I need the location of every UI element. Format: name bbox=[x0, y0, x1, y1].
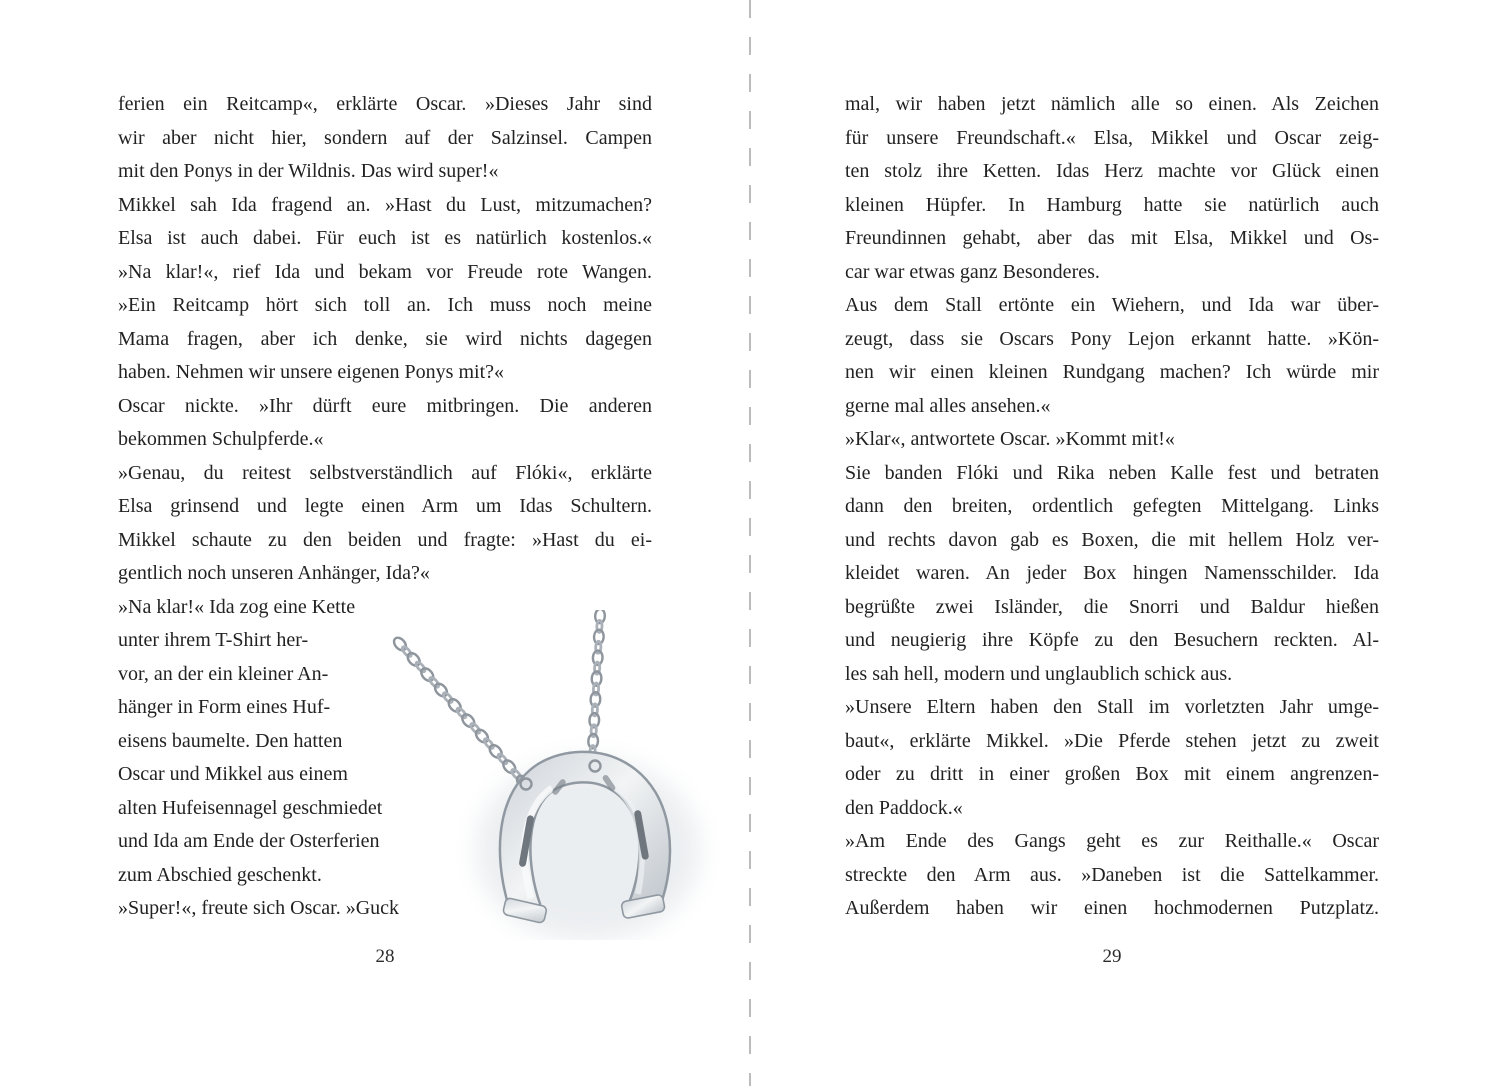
text-line: Freundinnen gehabt, aber das mit Elsa, Mikkel und Os- bbox=[845, 227, 1379, 249]
text-line: unter ihrem T-Shirt her- bbox=[118, 629, 309, 651]
text-line: les sah hell, modern und unglaublich schick aus. bbox=[845, 662, 1233, 685]
text-line: eisens baumelte. Den hatten bbox=[118, 729, 343, 752]
text-line: gentlich noch unseren Anhänger, Ida?« bbox=[118, 562, 430, 584]
text-line: und rechts davon gab es Boxen, die mit hellem Holz ver- bbox=[845, 528, 1379, 551]
text-line: nen wir einen kleinen Rundgang machen? Ich würde mir bbox=[845, 361, 1379, 383]
text-line: dann den breiten, ordentlich gefegten Mittelgang. Links bbox=[845, 495, 1379, 517]
text-line: alten Hufeisennagel geschmiedet bbox=[118, 796, 383, 819]
text-line: Oscar und Mikkel aus einem bbox=[118, 763, 348, 785]
text-line: und neugierig ihre Köpfe zu den Besuchern reckten. Al- bbox=[845, 629, 1379, 651]
text-line: Aus dem Stall ertönte ein Wiehern, und Ida war über- bbox=[845, 294, 1379, 316]
page-number-left: 28 bbox=[375, 946, 395, 967]
horseshoe-sketch-svg bbox=[390, 610, 730, 940]
text-line: Außerdem haben wir einen hochmodernen Putzplatz. bbox=[845, 897, 1379, 919]
text-line: baut«, erklärte Mikkel. »Die Pferde stehen jetzt zu zweit bbox=[845, 729, 1379, 752]
text-line: Mama fragen, aber ich denke, sie wird nichts dagegen bbox=[118, 327, 652, 350]
text-line: und Ida am Ende der Osterferien bbox=[118, 830, 380, 852]
text-line: bekommen Schulpferde.« bbox=[118, 428, 324, 450]
text-line: »Super!«, freute sich Oscar. »Guck bbox=[118, 897, 400, 919]
text-line: »Na klar!«, rief Ida und bekam vor Freude rote Wangen. bbox=[118, 260, 652, 283]
horseshoe-pendant-illustration bbox=[390, 610, 730, 940]
page-number-right: 29 bbox=[1102, 946, 1122, 967]
text-line: car war etwas ganz Besonderes. bbox=[845, 260, 1100, 283]
text-line: für unsere Freundschaft.« Elsa, Mikkel und Oscar zeig- bbox=[845, 126, 1379, 149]
text-line: wir aber nicht hier, sondern auf der Salzinsel. Campen bbox=[118, 126, 652, 149]
text-line: mit den Ponys in der Wildnis. Das wird super!« bbox=[118, 160, 499, 182]
text-line: hänger in Form eines Huf- bbox=[118, 696, 331, 718]
text-line: kleinen Hüpfer. In Hamburg hatte sie natürlich auch bbox=[845, 193, 1379, 216]
text-line: Elsa ist auch dabei. Für euch ist es natürlich kostenlos.« bbox=[118, 227, 652, 249]
text-line: mal, wir haben jetzt nämlich alle so einen. Als Zeichen bbox=[845, 93, 1379, 115]
text-line: gerne mal alles ansehen.« bbox=[845, 394, 1051, 417]
text-line: »Am Ende des Gangs geht es zur Reithalle.« Oscar bbox=[845, 830, 1379, 852]
text-line: Mikkel sah Ida fragend an. »Hast du Lust, mitzumachen? bbox=[118, 193, 652, 216]
text-line: »Genau, du reitest selbstverständlich auf Flóki«, erklärte bbox=[118, 461, 652, 484]
text-line: »Klar«, antwortete Oscar. »Kommt mit!« bbox=[845, 428, 1175, 450]
text-line: Elsa grinsend und legte einen Arm um Idas Schultern. bbox=[118, 495, 652, 517]
text-line: »Ein Reitcamp hört sich toll an. Ich muss noch meine bbox=[118, 294, 652, 316]
text-line: oder zu dritt in einer großen Box mit einem angrenzen- bbox=[845, 763, 1379, 785]
text-line: kleidet waren. An jeder Box hingen Namensschilder. Ida bbox=[845, 562, 1379, 584]
text-line: Sie banden Flóki und Rika neben Kalle fest und betraten bbox=[845, 461, 1379, 484]
chain-left bbox=[392, 635, 532, 790]
text-line: »Na klar!« Ida zog eine Kette bbox=[118, 595, 356, 618]
text-line: Oscar nickte. »Ihr dürft eure mitbringen. Die anderen bbox=[118, 394, 652, 417]
text-line: den Paddock.« bbox=[845, 796, 963, 819]
text-line: haben. Nehmen wir unsere eigenen Ponys mit?« bbox=[118, 361, 505, 383]
text-line: »Unsere Eltern haben den Stall im vorletzten Jahr umge- bbox=[845, 696, 1379, 718]
text-line: streckte den Arm aus. »Daneben ist die Sattelkammer. bbox=[845, 863, 1379, 886]
text-line: vor, an der ein kleiner An- bbox=[118, 662, 329, 685]
text-line: ten stolz ihre Ketten. Idas Herz machte vor Glück einen bbox=[845, 160, 1379, 182]
text-line: Mikkel schaute zu den beiden und fragte: »Hast du ei- bbox=[118, 528, 652, 551]
text-line: zeugt, dass sie Oscars Pony Lejon erkannt hatte. »Kön- bbox=[845, 327, 1379, 350]
text-line: begrüßte zwei Isländer, die Snorri und Baldur hießen bbox=[845, 595, 1379, 618]
text-line: zum Abschied geschenkt. bbox=[118, 863, 322, 886]
chain-right bbox=[587, 610, 605, 769]
text-line: ferien ein Reitcamp«, erklärte Oscar. »Dieses Jahr sind bbox=[118, 93, 652, 115]
page-right-text bbox=[845, 88, 1379, 926]
page-fold-dashed-line bbox=[749, 0, 751, 1086]
